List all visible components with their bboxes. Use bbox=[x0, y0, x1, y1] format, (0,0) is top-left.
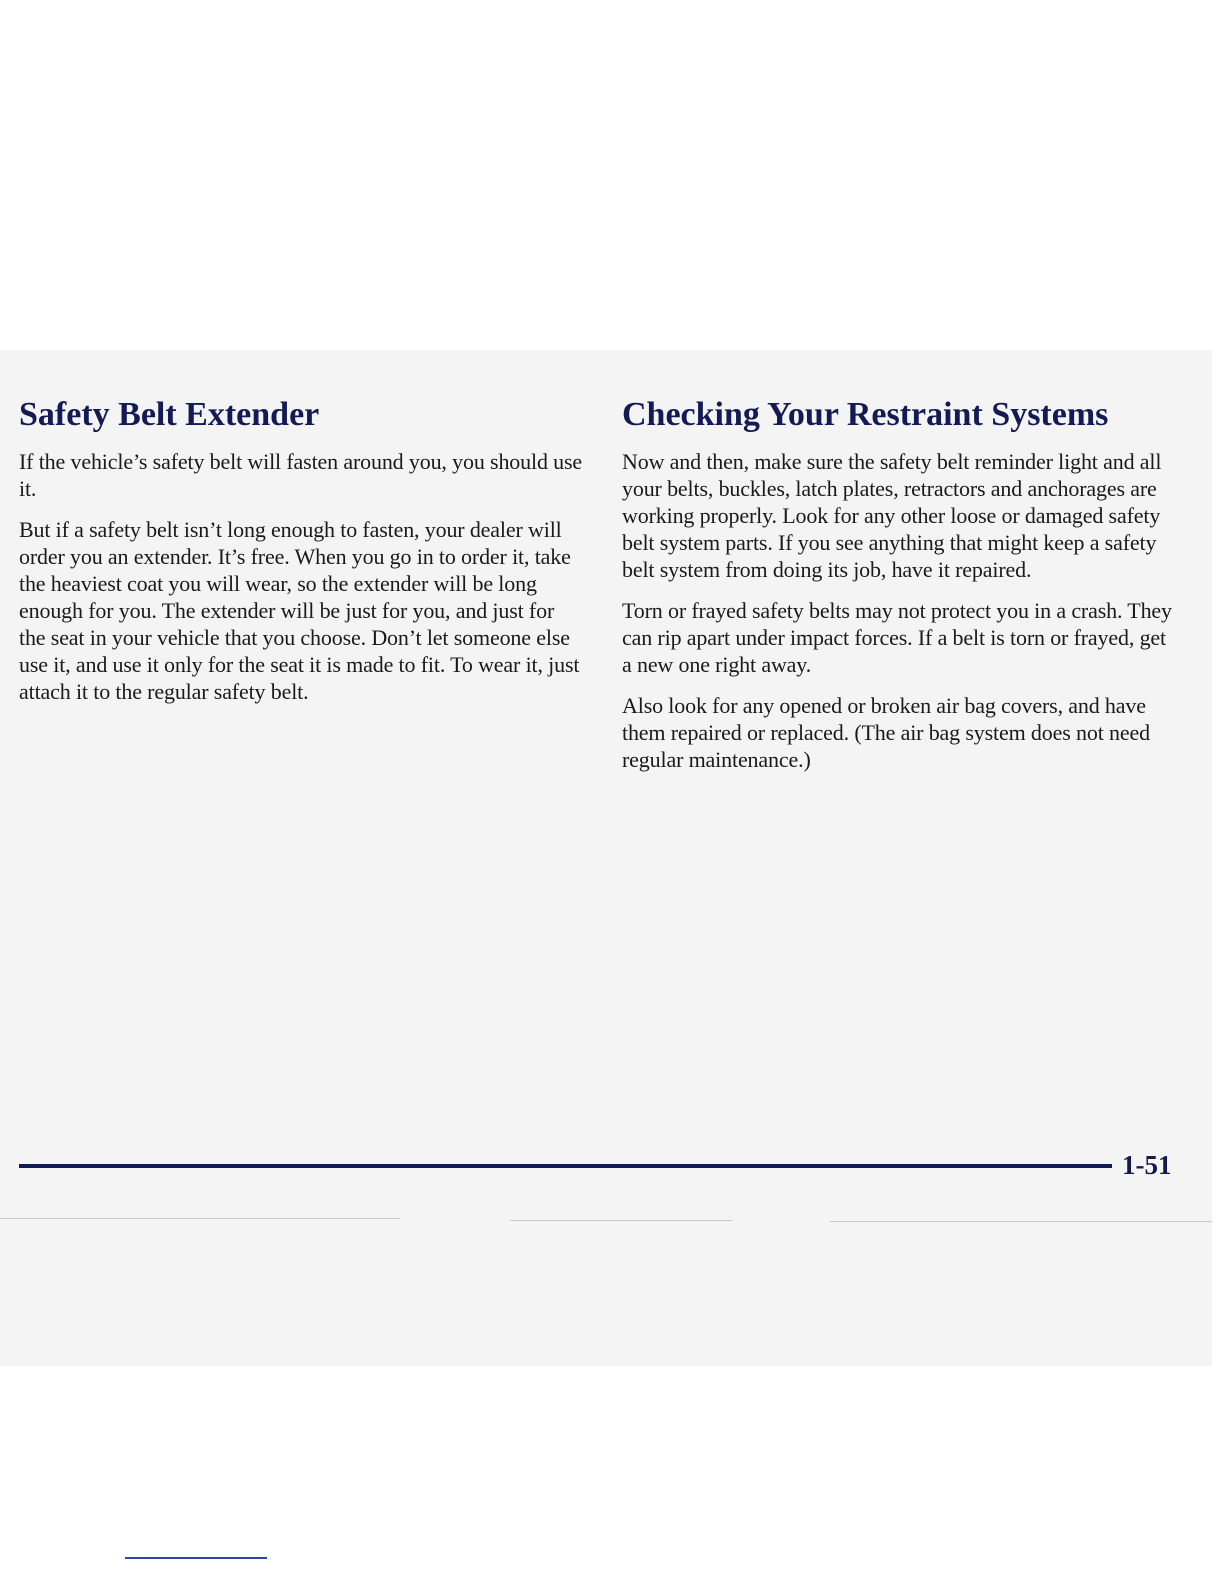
right-column bbox=[622, 395, 1172, 787]
paragraph: But if a safety belt isn’t long enough to fasten, your dealer will order you an extender. It’s free. When you go in to order it, take the heaviest coat you will wear, so the extender will be long enough for you. The extender will be just for you, and just for the seat in your vehicle that you choose. Don’t let someone else use it, and use it only for the seat it is made to fit. To wear it, just attach it to the regular safety belt. bbox=[19, 517, 580, 704]
link-underline bbox=[125, 1557, 267, 1559]
scan-artifact-line bbox=[510, 1220, 732, 1221]
section-heading-safety-belt-extender: Safety Belt Extender bbox=[19, 396, 320, 433]
paragraph: Now and then, make sure the safety belt reminder light and all your belts, buckles, latch plates, retractors and anchorages are working properly. Look for any other loose or damaged safety belt system parts. If you see anything that might keep a safety belt system from doing its job, have it repaired. bbox=[622, 449, 1162, 582]
page-number: 1-51 bbox=[1122, 1150, 1172, 1180]
section-heading-checking-restraint-systems: Checking Your Restraint Systems bbox=[622, 396, 1109, 433]
footer-rule bbox=[19, 1164, 1112, 1168]
paragraph: Torn or frayed safety belts may not protect you in a crash. They can rip apart under impact forces. If a belt is torn or frayed, get a new one right away. bbox=[622, 598, 1172, 677]
left-column bbox=[19, 395, 584, 719]
scan-artifact-line bbox=[830, 1221, 1212, 1222]
scan-artifact-line bbox=[0, 1218, 400, 1219]
paragraph: Also look for any opened or broken air bag covers, and have them repaired or replaced. (The air bag system does not need regular maintenance.) bbox=[622, 693, 1150, 772]
paragraph: If the vehicle’s safety belt will fasten around you, you should use it. bbox=[19, 449, 583, 501]
